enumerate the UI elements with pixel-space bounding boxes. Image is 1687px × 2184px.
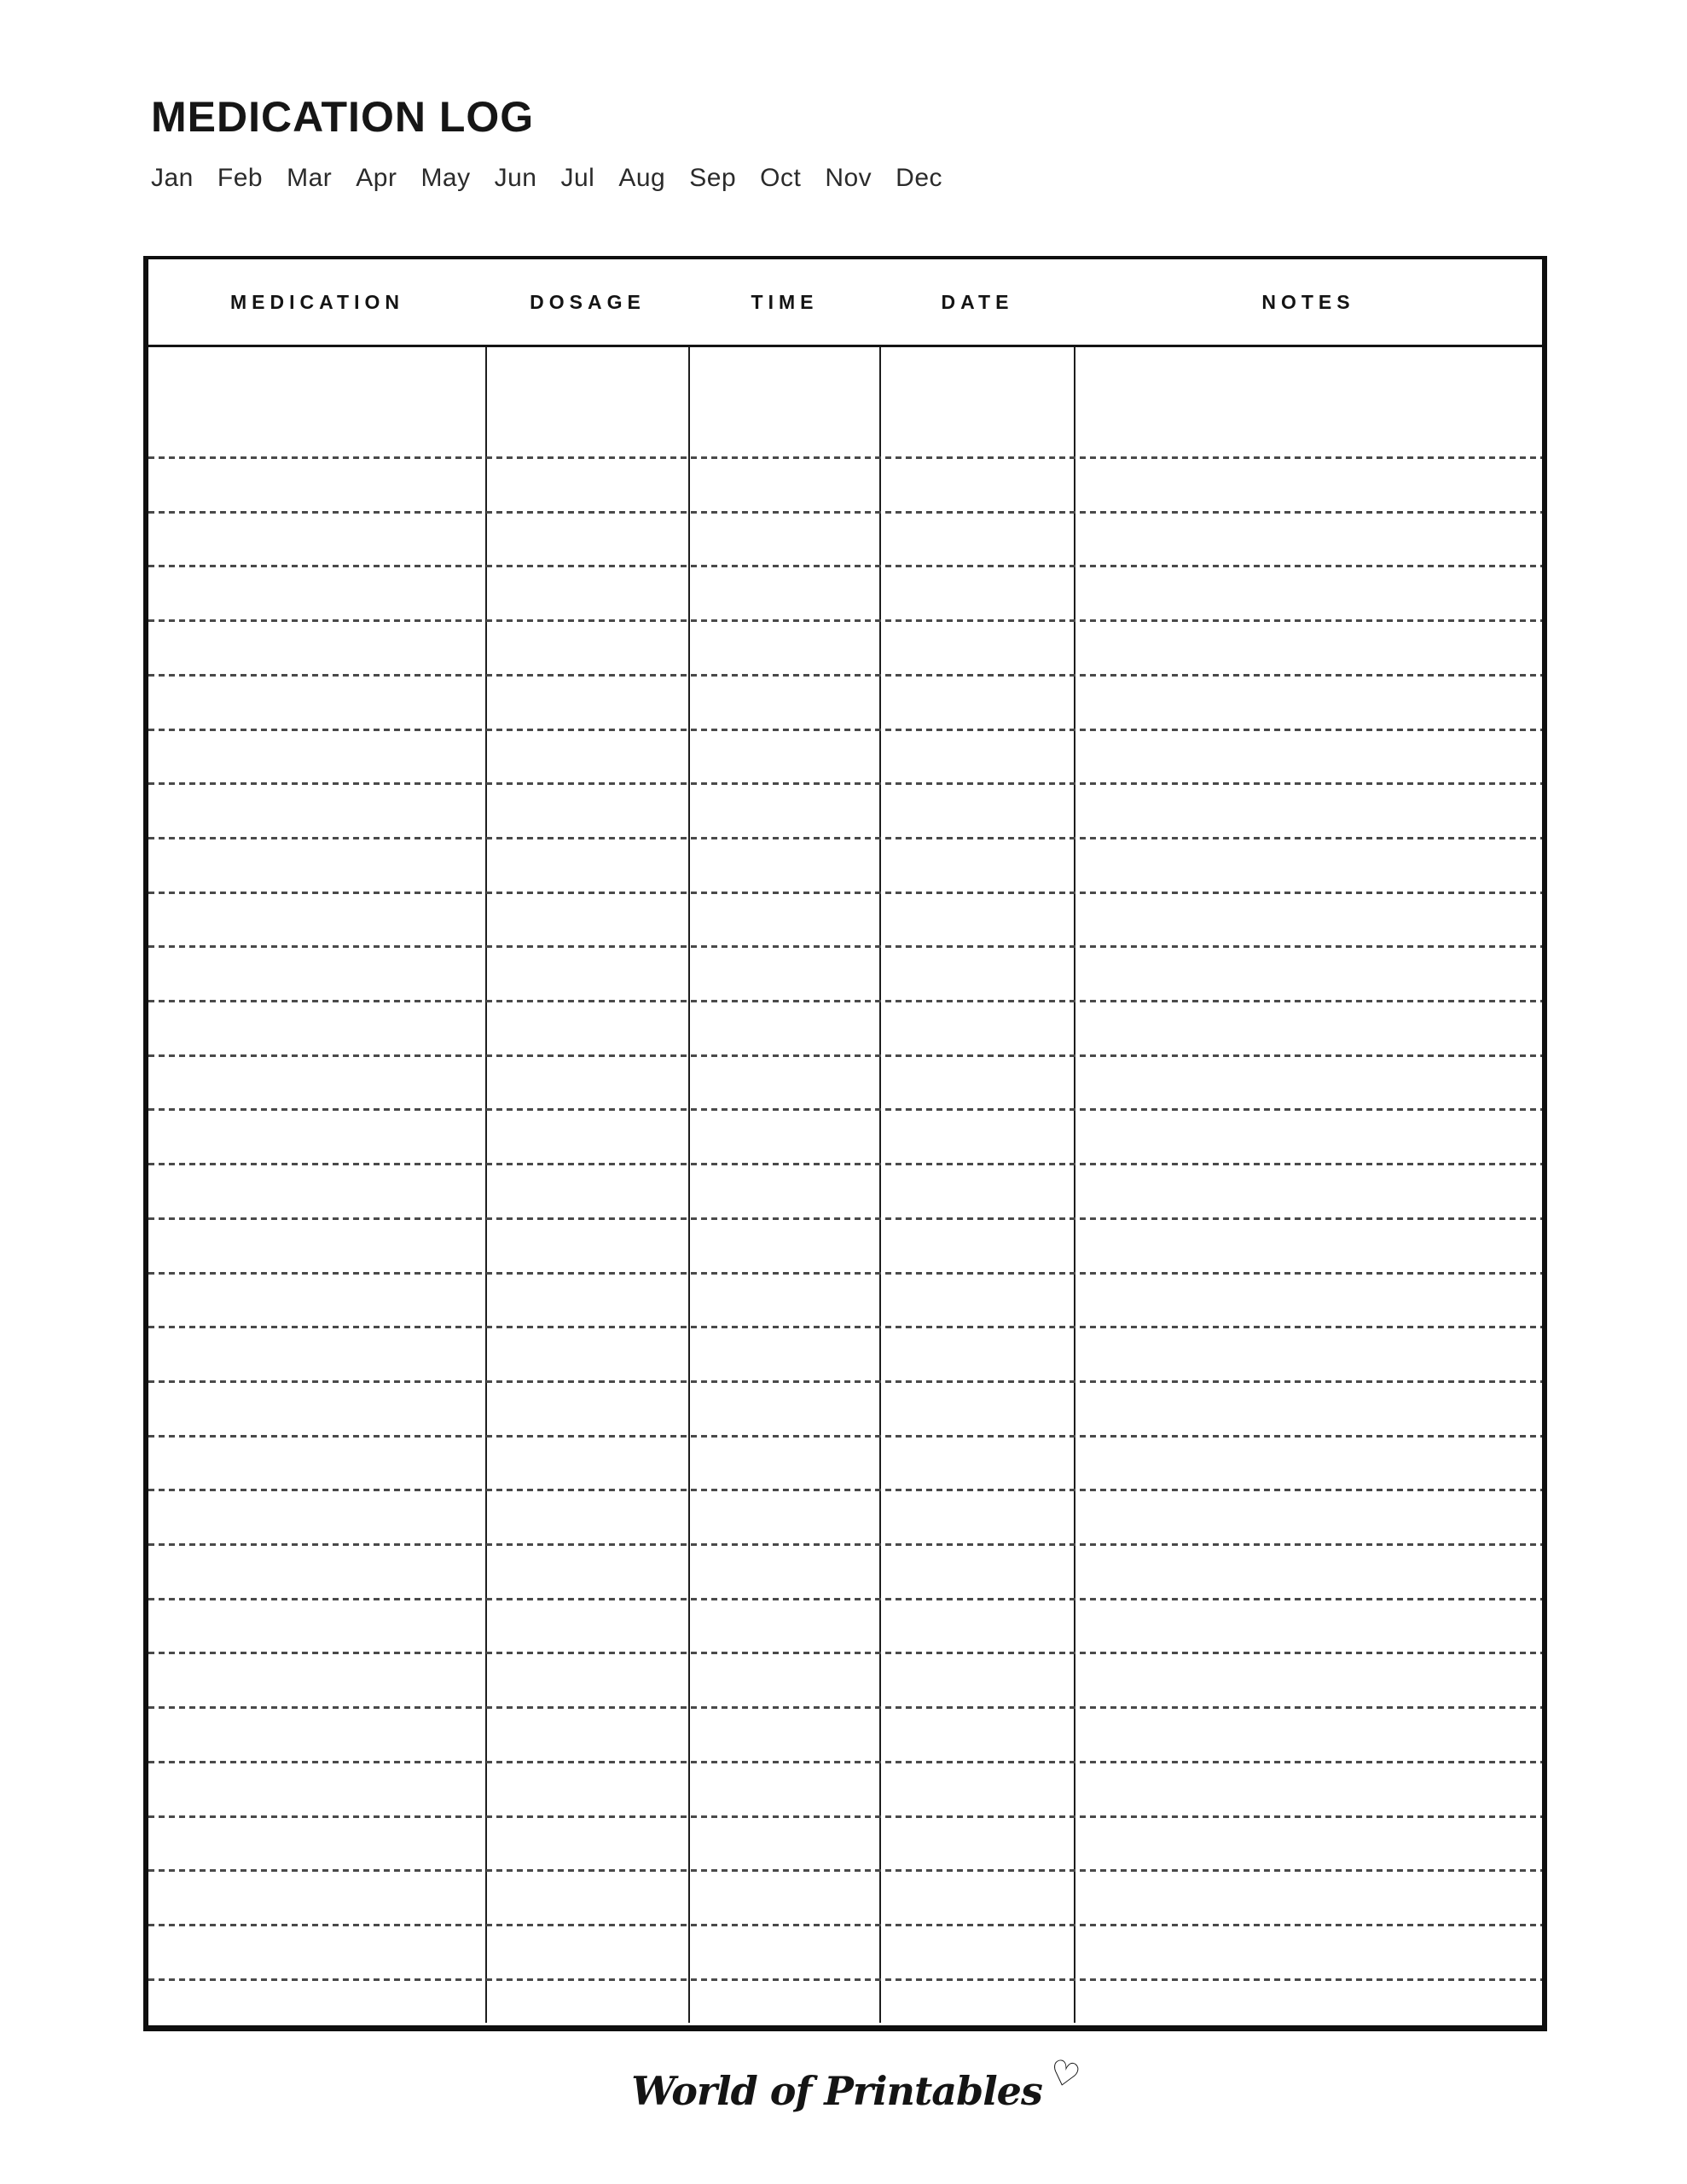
month-label-nov: Nov	[825, 164, 872, 192]
month-label-dec: Dec	[896, 164, 943, 192]
row-dashed-line-20	[148, 1489, 1542, 1491]
column-header-date: DATE	[941, 290, 1014, 313]
footer-logo	[631, 2052, 1084, 2115]
row-dashed-line-15	[148, 1217, 1542, 1220]
column-separator-3	[879, 347, 881, 2023]
month-label-oct: Oct	[760, 164, 802, 192]
month-label-aug: Aug	[618, 164, 666, 192]
column-header-time: TIME	[751, 290, 819, 313]
page-title: MEDICATION LOG	[151, 93, 535, 141]
row-dashed-line-16	[148, 1272, 1542, 1275]
row-dashed-line-17	[148, 1326, 1542, 1328]
row-dashed-line-11	[148, 1000, 1542, 1002]
row-dashed-line-22	[148, 1598, 1542, 1600]
row-dashed-line-7	[148, 782, 1542, 785]
row-dashed-line-12	[148, 1054, 1542, 1057]
row-dashed-line-8	[148, 837, 1542, 839]
month-label-jul: Jul	[560, 164, 595, 192]
month-label-sep: Sep	[689, 164, 737, 192]
row-dashed-line-10	[148, 945, 1542, 948]
row-dashed-line-18	[148, 1380, 1542, 1383]
row-dashed-line-6	[148, 729, 1542, 731]
brand-text: World of Printables	[631, 2068, 1042, 2114]
row-dashed-line-2	[148, 511, 1542, 514]
column-separator-1	[485, 347, 487, 2023]
table-body	[148, 347, 1542, 2023]
column-header-dosage: DOSAGE	[530, 290, 646, 313]
row-dashed-line-3	[148, 565, 1542, 567]
row-dashed-line-24	[148, 1706, 1542, 1709]
row-dashed-line-9	[148, 892, 1542, 894]
row-dashed-line-1	[148, 456, 1542, 459]
row-dashed-line-14	[148, 1163, 1542, 1165]
row-dashed-line-27	[148, 1869, 1542, 1872]
month-label-feb: Feb	[217, 164, 264, 192]
month-label-jan: Jan	[151, 164, 194, 192]
column-header-medication: MEDICATION	[230, 290, 404, 313]
medication-log-table	[143, 256, 1547, 2031]
month-label-mar: Mar	[287, 164, 333, 192]
month-label-apr: Apr	[356, 164, 397, 192]
row-dashed-line-13	[148, 1108, 1542, 1111]
heart-icon: ♡	[1044, 2052, 1084, 2098]
row-dashed-line-4	[148, 619, 1542, 622]
month-label-may: May	[420, 164, 471, 192]
column-separator-4	[1074, 347, 1075, 2023]
row-dashed-line-5	[148, 674, 1542, 677]
row-dashed-line-29	[148, 1978, 1542, 1981]
row-dashed-line-25	[148, 1761, 1542, 1763]
row-dashed-line-26	[148, 1815, 1542, 1818]
row-dashed-line-21	[148, 1543, 1542, 1546]
row-dashed-line-23	[148, 1652, 1542, 1654]
month-label-jun: Jun	[494, 164, 537, 192]
months-row	[151, 164, 942, 192]
table-header-row	[148, 259, 1542, 347]
row-dashed-line-28	[148, 1924, 1542, 1926]
row-dashed-line-19	[148, 1435, 1542, 1438]
column-header-notes: NOTES	[1261, 290, 1355, 313]
column-separator-2	[688, 347, 690, 2023]
